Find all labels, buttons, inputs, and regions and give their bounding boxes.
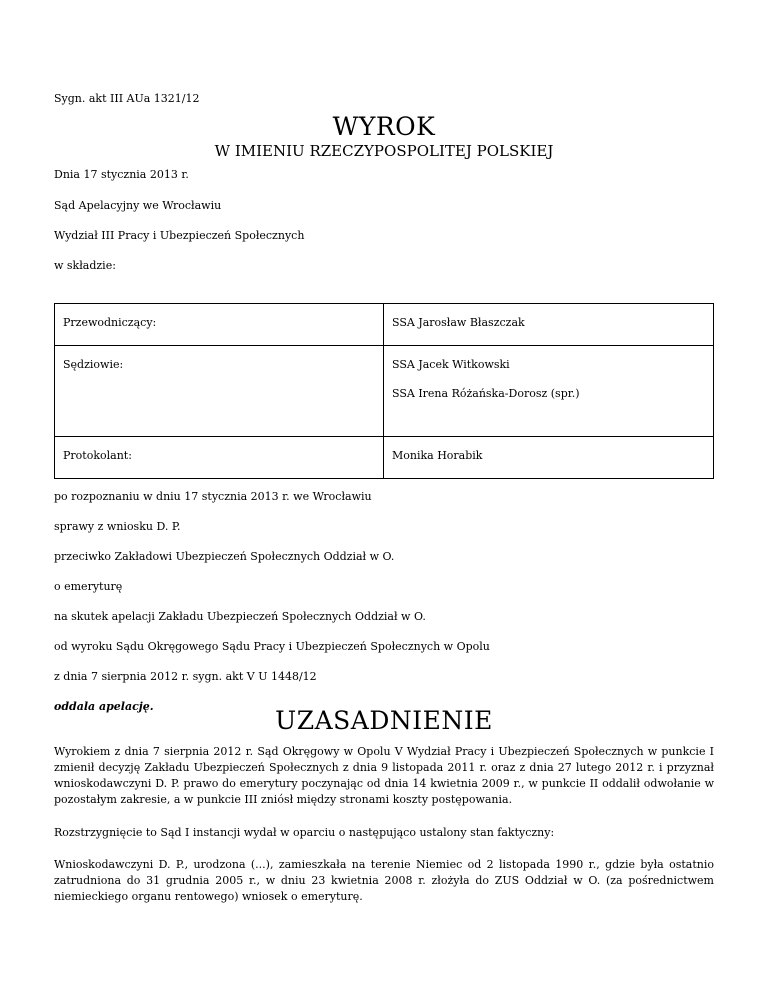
date-line: Dnia 17 stycznia 2013 r.	[54, 168, 189, 181]
document-title: WYROK	[332, 112, 436, 141]
proceedings-line: sprawy z wniosku D. P.	[54, 520, 181, 533]
proceedings-line: na skutek apelacji Zakładu Ubezpieczeń Społecznych Oddział w O.	[54, 610, 426, 623]
panel-row-clerk	[55, 437, 714, 479]
justification-paragraph: Wyrokiem z dnia 7 sierpnia 2012 r. Sąd Okręgowy w Opolu V Wydział Pracy i Ubezpieczeń Społecznych w punkcie I zmienił decyzję Zakładu Ubezpieczeń Społecznych z dnia 9 listopada 2011 r. oraz z dnia 27 lutego 2012 r. i przyznał wnioskodawczyni D. P. prawo do emerytury poczynając od dnia 14 kwietnia 2009 r., w punkcie II oddalił odwołanie w pozostałym zakresie, a w punkcie III zniósł między stronami koszty postępowania.	[54, 745, 714, 806]
document-subtitle: W IMIENIU RZECZYPOSPOLITEJ POLSKIEJ	[214, 142, 554, 160]
judge-name: SSA Irena Różańska-Dorosz (spr.)	[392, 387, 580, 400]
chair-label: Przewodniczący:	[55, 304, 384, 346]
court-name: Sąd Apelacyjny we Wrocławiu	[54, 199, 222, 212]
justification-paragraph: Wnioskodawczyni D. P., urodzona (...), zamieszkała na terenie Niemiec od 2 listopada 1990 r., gdzie była ostatnio zatrudniona do 31 grudnia 2005 r., w dniu 23 kwietnia 2008 r. złożyła do ZUS Oddział w O. (za pośrednictwem niemieckiego organu rentowego) wniosek o emeryturę.	[54, 858, 714, 903]
composition-label: w składzie:	[54, 259, 116, 272]
verdict: oddala apelację.	[54, 700, 154, 713]
panel-row-judges	[55, 346, 714, 437]
justification-heading: UZASADNIENIE	[275, 706, 493, 735]
proceedings-line: po rozpoznaniu w dniu 17 stycznia 2013 r. we Wrocławiu	[54, 490, 372, 503]
clerk-label: Protokolant:	[55, 437, 384, 479]
judge-name: SSA Jacek Witkowski	[392, 358, 510, 371]
proceedings-line: o emeryturę	[54, 580, 123, 593]
proceedings-line: przeciwko Zakładowi Ubezpieczeń Społecznych Oddział w O.	[54, 550, 395, 563]
justification-paragraph: Rozstrzygnięcie to Sąd I instancji wydał w oparciu o następująco ustalony stan faktyczny:	[54, 826, 555, 839]
proceedings-line: z dnia 7 sierpnia 2012 r. sygn. akt V U 1448/12	[54, 670, 317, 683]
court-panel-table	[54, 303, 714, 479]
court-division: Wydział III Pracy i Ubezpieczeń Społecznych	[54, 229, 305, 242]
panel-row-chair	[55, 304, 714, 346]
chair-value: SSA Jarosław Błaszczak	[384, 304, 714, 346]
proceedings-line: od wyroku Sądu Okręgowego Sądu Pracy i Ubezpieczeń Społecznych w Opolu	[54, 640, 490, 653]
case-signature: Sygn. akt III AUa 1321/12	[54, 92, 200, 105]
judges-label: Sędziowie:	[55, 346, 384, 437]
judges-values	[384, 346, 714, 437]
clerk-value: Monika Horabik	[384, 437, 714, 479]
